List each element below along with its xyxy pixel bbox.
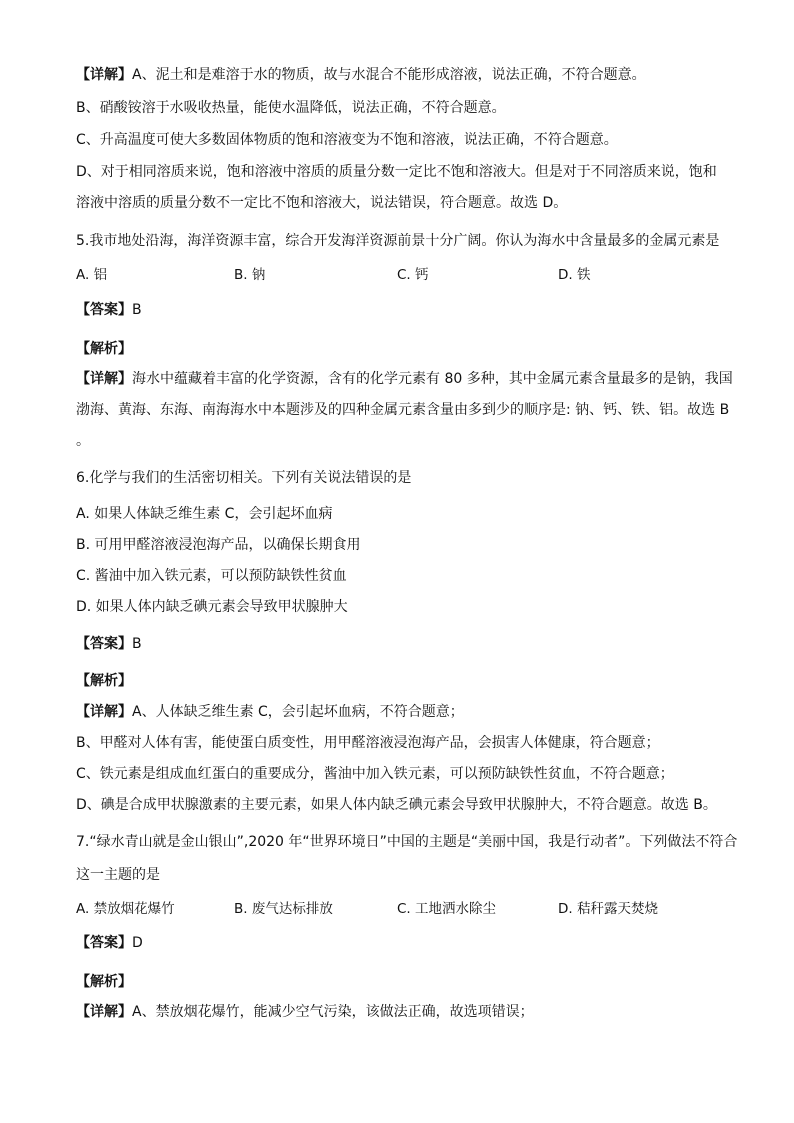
paragraph-line: B、硝酸铵溶于水吸收热量，能使水温降低，说法正确，不符合题意。 (76, 100, 506, 116)
paragraph-line: C、铁元素是组成血红蛋白的重要成分，酱油中加入铁元素，可以预防缺铁性贫血，不符合题意； (76, 766, 674, 782)
detail-tag: 【详解】 (76, 704, 132, 720)
answer-line (76, 934, 143, 952)
option-d: D. 秸秆露天焚烧 (558, 901, 658, 917)
option-c: C. 钙 (397, 267, 429, 283)
option-b: B. 可用甲醛溶液浸泡海产品，以确保长期食用 (76, 537, 361, 553)
paragraph-line: D、碘是合成甲状腺激素的主要元素，如果人体内缺乏碘元素会导致甲状腺肿大，不符合题意。故选 B。 (76, 797, 717, 813)
answer-value: B (132, 636, 142, 652)
question-5-options (76, 266, 736, 284)
detail-tag: 【详解】 (76, 1004, 132, 1020)
detail-tag: 【详解】 (76, 371, 132, 387)
paragraph-line: C、升高温度可使大多数固体物质的饱和溶液变为不饱和溶液，说法正确，不符合题意。 (76, 132, 618, 148)
paragraph-line: 【详解】A、禁放烟花爆竹，能减少空气污染，该做法正确，故选项错误； (76, 1004, 534, 1020)
option-b: B. 钠 (234, 267, 266, 283)
paragraph-line: 渤海、黄海、东海、南海海水中本题涉及的四种金属元素含量由多到少的顺序是: 钠、钙、铁、铝。故选 B (76, 402, 730, 418)
question-7-options (76, 900, 736, 918)
answer-value: B (132, 302, 142, 318)
option-d: D. 如果人体内缺乏碘元素会导致甲状腺肿大 (76, 599, 348, 615)
option-b: B. 废气达标排放 (234, 901, 333, 917)
detail-tag: 【详解】 (76, 67, 132, 83)
paragraph-line (76, 66, 646, 84)
question-7-stem-cont: 这一主题的是 (76, 867, 160, 883)
analysis-heading: 【解析】 (76, 341, 132, 357)
answer-line (76, 301, 142, 319)
paragraph-line: 【详解】海水中蕴藏着丰富的化学资源，含有的化学元素有 80 多种，其中金属元素含量最多的是钠，我国 (76, 371, 733, 387)
option-a: A. 禁放烟花爆竹 (76, 901, 175, 917)
option-a: A. 铝 (76, 267, 108, 283)
question-6-stem: 6.化学与我们的生活密切相关。下列有关说法错误的是 (76, 470, 412, 486)
paragraph-line: 【详解】A、人体缺乏维生素 C，会引起坏血病，不符合题意； (76, 704, 464, 720)
option-d: D. 铁 (558, 267, 591, 283)
option-c: C. 工地洒水除尘 (397, 901, 497, 917)
paragraph-line: B、甲醛对人体有害，能使蛋白质变性，用甲醛溶液浸泡海产品，会损害人体健康，符合题意； (76, 735, 660, 751)
answer-value: D (132, 935, 143, 951)
answer-line (76, 635, 142, 653)
analysis-heading: 【解析】 (76, 673, 132, 689)
paragraph-line: D、对于相同溶质来说，饱和溶液中溶质的质量分数一定比不饱和溶液大。但是对于不同溶质来说，饱和 (76, 164, 717, 180)
question-5-stem: 5.我市地处沿海，海洋资源丰富，综合开发海洋资源前景十分广阔。你认为海水中含量最多的金属元素是 (76, 233, 720, 249)
answer-tag: 【答案】 (76, 935, 132, 951)
paragraph-line: 。 (76, 433, 90, 449)
answer-tag: 【答案】 (76, 636, 132, 652)
analysis-heading: 【解析】 (76, 974, 132, 990)
paragraph-line: 溶液中溶质的质量分数不一定比不饱和溶液大，说法错误，符合题意。故选 D。 (76, 195, 568, 211)
detail-text: A、泥土和是难溶于水的物质，故与水混合不能形成溶液，说法正确，不符合题意。 (132, 67, 646, 83)
option-a: A. 如果人体缺乏维生素 C，会引起坏血病 (76, 506, 333, 522)
option-c: C. 酱油中加入铁元素，可以预防缺铁性贫血 (76, 568, 347, 584)
answer-tag: 【答案】 (76, 302, 132, 318)
question-7-stem: 7.“绿水青山就是金山银山”,2020 年“世界环境日”中国的主题是“美丽中国，我是行动者”。下列做法不符合 (76, 834, 738, 850)
